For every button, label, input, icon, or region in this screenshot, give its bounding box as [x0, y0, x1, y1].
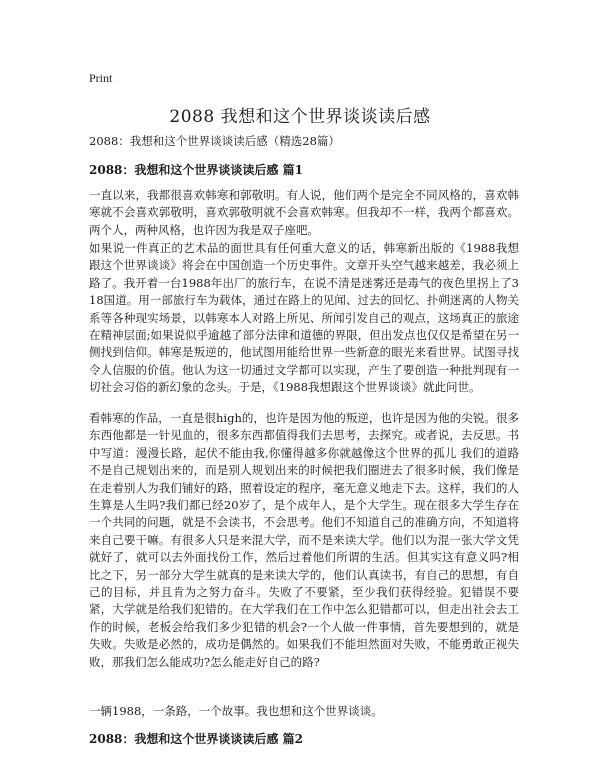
paragraph-1: 一直以来，我都很喜欢韩寒和郭敬明。有人说，他们两个是完全不同风格的，喜欢韩寒就不会喜欢郭敬明，喜欢郭敬明就不会喜欢韩寒。但我却不一样，我两个都喜欢。两个人，两种风格，也许因为我是双子座吧。 [89, 188, 519, 237]
document-subtitle: 2088：我想和这个世界谈谈读后感（精选28篇） [89, 134, 340, 148]
document-title: 2088 我想和这个世界谈谈读后感 [169, 107, 431, 127]
section-heading-2: 2088：我想和这个世界谈谈读后感 篇2 [89, 732, 303, 746]
section-heading-1: 2088：我想和这个世界谈谈读后感 篇1 [89, 163, 303, 177]
paragraph-2: 如果说一件真正的艺术品的面世具有任何重大意义的话，韩寒新出版的《1988我想跟这个世界谈谈》将会在中国创造一个历史事件。文章开头空气越来越差，我必须上路了。我开着一台1988年出厂的旅行车，在说不清是迷雾还是毒气的夜色里拐上了318国道。用一部旅行车为载体，通过在路上的见闻、过去的回忆、扑朔迷离的人物关系等各种现实场景，以韩寒本人对路上所见、所闻引发自己的观点，这场真正的旅途在精神层面;如果说似乎逾越了部分法律和道德的界限，但出发点也仅仅是希望在另一侧找到信仰。韩寒是叛逆的，他试图用能给世界一些新意的眼光来看世界。试图寻找令人信服的价值。他认为这一切通过文学都可以实现，产生了要创造一种批判现有一切社会习俗的新幻象的念头。于是，《1988我想跟这个世界谈谈》就此问世。 [89, 241, 519, 395]
paragraph-3: 看韩寒的作品，一直是很high的，也许是因为他的叛逆，也许是因为他的尖锐。很多东西他都是一针见血的，很多东西都值得我们去思考，去探究。或者说，去反思。书中写道：漫漫长路，起伏不能由我,你懂得越多你就越像这个世界的孤儿 我们的道路不是自己规划出来的，而是别人规划出来的时候把我们圈进去了很多时候，我们像是在走着别人为我们铺好的路，照着设定的程序，毫无意义地走下去。这样，我们的人生算是人生吗?我们都已经20岁了，是个成年人，是个大学生。现在很多大学生存在一个共同的问题，就是不会读书，不会思考。他们不知道自己的准确方向，不知道将来自己要干嘛。有很多人只是来混大学，而不是来读大学。他们以为混一张大学文凭就好了，就可以去外面找份工作，然后过着他们所谓的生活。但其实这有意义吗?相比之下，另一部分大学生就真的是来读大学的，他们认真读书，有自己的思想，有自己的目标，并且肯为之努力奋斗。失败了不要紧，至少我们获得经验。犯错误不要紧，大学就是给我们犯错的。在大学我们在工作中怎么犯错都可以，但走出社会去工作的时候，老板会给我们多少犯错的机会?一个人做一件事情，首先要想到的，就是失败。失败是必然的，成功是偶然的。如果我们不能坦然面对失败，不能勇敢正视失败，那我们怎么能成功?怎么能走好自己的路? [89, 411, 519, 669]
print-link[interactable]: Print [89, 71, 113, 85]
paragraph-4: 一辆1988，一条路，一个故事。我也想和这个世界谈谈。 [89, 704, 383, 718]
